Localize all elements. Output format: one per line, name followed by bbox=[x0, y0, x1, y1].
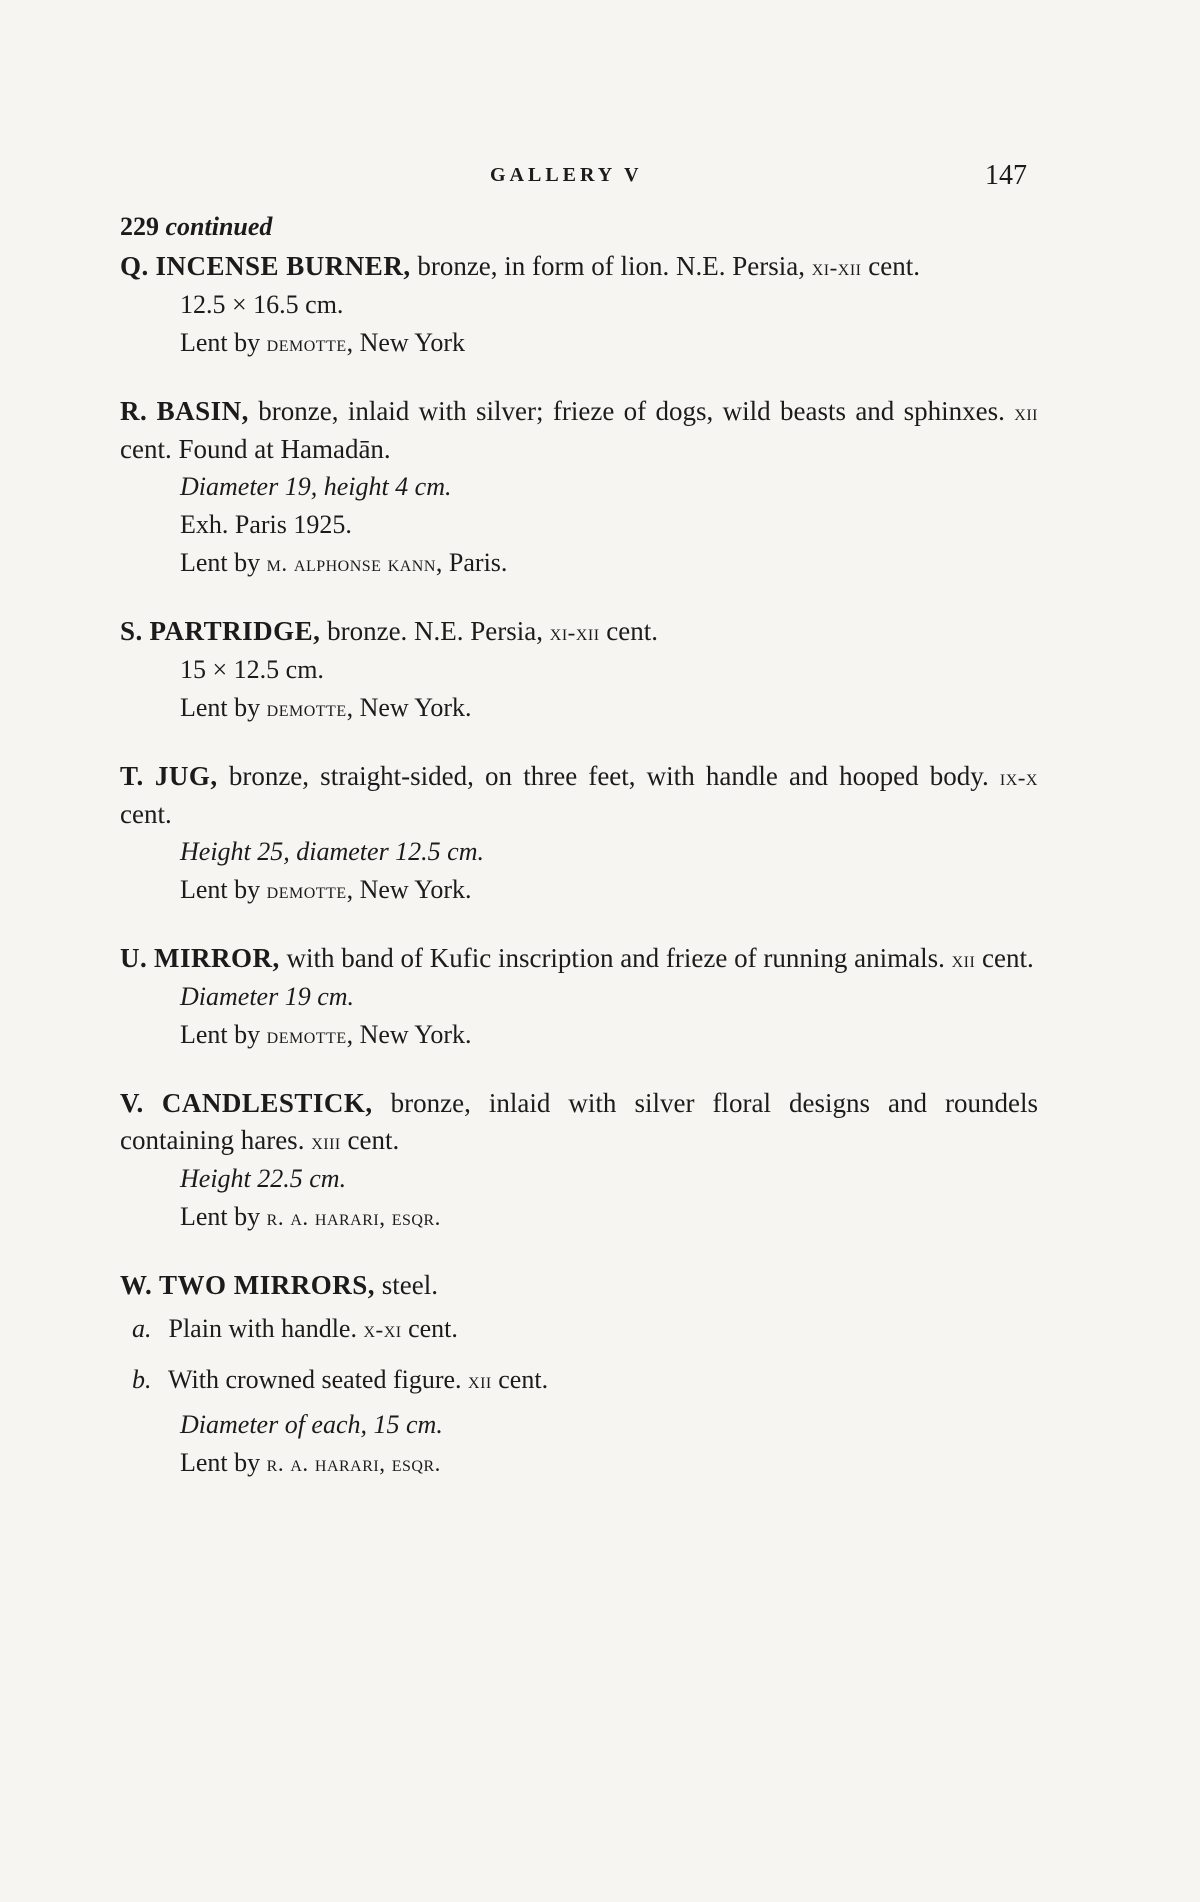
entry-description-end: cent. bbox=[120, 799, 172, 829]
entry-description: bronze, inlaid with silver floral designs and roundels containing hares. bbox=[120, 1088, 1039, 1155]
entry-heading bbox=[120, 393, 1038, 468]
lender-name: demotte bbox=[266, 878, 347, 903]
entry-dimensions: Diameter of each, 15 cm. bbox=[180, 1410, 443, 1439]
sub-item-text: With crowned seated figure. bbox=[162, 1365, 469, 1394]
lent-suffix: , New York bbox=[346, 328, 466, 357]
entry-title: BASIN, bbox=[156, 396, 249, 426]
sub-item-century: x-xi bbox=[363, 1317, 402, 1342]
entry-lender-line bbox=[180, 689, 1038, 728]
entry-title: TWO MIRRORS, bbox=[159, 1270, 376, 1300]
entry-century: ix-x bbox=[999, 765, 1038, 790]
entry-century: xi-xii bbox=[811, 255, 862, 280]
entry-title: CANDLESTICK, bbox=[161, 1088, 373, 1118]
continued-label: continued bbox=[165, 212, 273, 241]
entry-s bbox=[120, 613, 1038, 728]
entry-description-end: cent. bbox=[340, 1125, 400, 1155]
lender-name: demotte bbox=[266, 331, 347, 356]
lent-prefix: Lent by bbox=[180, 328, 267, 357]
page-header bbox=[0, 160, 1200, 200]
lent-suffix: , Paris. bbox=[435, 548, 508, 577]
entry-letter: T. bbox=[120, 761, 144, 791]
entry-u bbox=[120, 940, 1038, 1055]
entry-letter: Q. bbox=[120, 251, 149, 281]
entry-description-end: cent. bbox=[599, 616, 659, 646]
sub-item-label: b. bbox=[132, 1365, 152, 1394]
entry-q bbox=[120, 248, 1038, 363]
entry-number: 229 bbox=[120, 212, 159, 241]
catalogue-text bbox=[120, 212, 1038, 1513]
entry-century: xii bbox=[951, 947, 976, 972]
entry-dimensions: Diameter 19 cm. bbox=[180, 982, 355, 1011]
lender-name: m. alphonse kann bbox=[266, 551, 436, 576]
lent-prefix: Lent by bbox=[180, 1202, 267, 1231]
entry-description-end: cent. Found at Hamadān. bbox=[120, 434, 391, 464]
entry-century: xii bbox=[1014, 400, 1038, 425]
running-head: GALLERY V bbox=[490, 164, 643, 186]
entry-lender-line bbox=[180, 871, 1038, 910]
entry-w bbox=[120, 1267, 1038, 1483]
sub-item-label: a. bbox=[132, 1314, 152, 1343]
entry-letter: R. bbox=[120, 396, 148, 426]
lent-prefix: Lent by bbox=[180, 548, 267, 577]
entry-dimensions: Diameter 19, height 4 cm. bbox=[180, 472, 452, 501]
entry-dimensions: 12.5 × 16.5 cm. bbox=[180, 290, 344, 319]
entry-description: bronze, inlaid with silver; frieze of dogs, wild beasts and sphinxes. bbox=[248, 396, 1015, 426]
entry-letter: W. bbox=[120, 1270, 153, 1300]
lender-name: demotte bbox=[266, 1023, 347, 1048]
entry-heading bbox=[120, 1267, 1038, 1304]
entry-title: PARTRIDGE, bbox=[149, 616, 321, 646]
lent-suffix: , New York. bbox=[346, 875, 472, 904]
sub-item-end: cent. bbox=[491, 1365, 549, 1394]
entry-letter: S. bbox=[120, 616, 143, 646]
sub-item-text: Plain with handle. bbox=[162, 1314, 364, 1343]
sub-item-end: cent. bbox=[401, 1314, 458, 1343]
entry-heading bbox=[120, 758, 1038, 833]
entry-exhibition: Exh. Paris 1925. bbox=[180, 510, 352, 539]
lent-prefix: Lent by bbox=[180, 693, 267, 722]
entry-r bbox=[120, 393, 1038, 583]
entry-description-end: cent. bbox=[975, 943, 1034, 973]
entry-title: INCENSE BURNER, bbox=[155, 251, 411, 281]
entry-description: bronze, straight-sided, on three feet, with handle and hooped body. bbox=[217, 761, 1000, 791]
entry-description: steel. bbox=[375, 1270, 439, 1300]
lender-name: demotte bbox=[266, 696, 347, 721]
entry-dimensions: Height 25, diameter 12.5 cm. bbox=[180, 837, 485, 866]
lent-prefix: Lent by bbox=[180, 1020, 267, 1049]
entry-description-end: cent. bbox=[861, 251, 920, 281]
lender-name: r. a. harari, esqr. bbox=[266, 1205, 441, 1230]
lent-prefix: Lent by bbox=[180, 1448, 267, 1477]
entry-t bbox=[120, 758, 1038, 910]
sub-item-a bbox=[132, 1304, 1038, 1355]
lender-name: r. a. harari, esqr. bbox=[266, 1451, 441, 1476]
entry-century: xi-xii bbox=[549, 620, 600, 645]
entry-lender-line bbox=[180, 1198, 1038, 1237]
entry-heading bbox=[120, 940, 1038, 978]
entry-letter: U. bbox=[120, 943, 148, 973]
entry-lender-line bbox=[180, 1444, 1038, 1483]
entry-description: bronze, in form of lion. N.E. Persia, bbox=[410, 251, 812, 281]
entry-heading bbox=[120, 248, 1038, 286]
sub-item-b bbox=[132, 1355, 1038, 1406]
entry-dimensions: 15 × 12.5 cm. bbox=[180, 655, 324, 684]
entry-title: JUG, bbox=[154, 761, 218, 791]
entry-description: with band of Kufic inscription and frieze of running animals. bbox=[279, 943, 952, 973]
entry-heading bbox=[120, 613, 1038, 651]
lent-suffix: , New York. bbox=[346, 1020, 472, 1049]
entry-century: xiii bbox=[311, 1129, 341, 1154]
entry-description: bronze. N.E. Persia, bbox=[320, 616, 550, 646]
continued-heading bbox=[120, 212, 1038, 242]
lent-prefix: Lent by bbox=[180, 875, 267, 904]
entry-lender-line bbox=[180, 324, 1038, 363]
sub-item-century: xii bbox=[468, 1368, 492, 1393]
entry-lender-line bbox=[180, 1016, 1038, 1055]
entry-dimensions: Height 22.5 cm. bbox=[180, 1164, 347, 1193]
entry-title: MIRROR, bbox=[154, 943, 280, 973]
entry-lender-line bbox=[180, 544, 1038, 583]
entry-v bbox=[120, 1085, 1038, 1237]
entry-letter: V. bbox=[120, 1088, 144, 1118]
lent-suffix: , New York. bbox=[346, 693, 472, 722]
page-number: 147 bbox=[985, 160, 1027, 191]
entry-heading bbox=[120, 1085, 1038, 1160]
